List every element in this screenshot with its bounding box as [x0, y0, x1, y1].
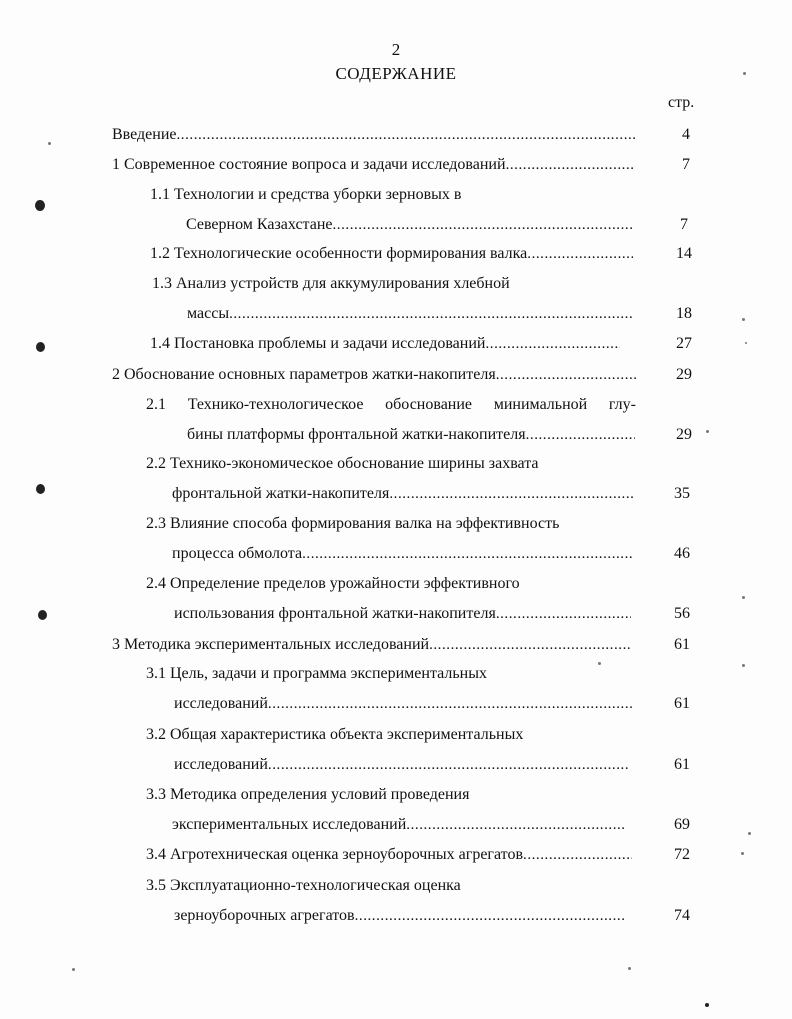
toc-entry-text: 3.4 Агротехническая оценка зерноуборочных агрегатов: [146, 846, 524, 863]
toc-page-number: 29: [676, 426, 692, 443]
toc-entry-3-4: [146, 844, 632, 866]
scan-speck: [48, 142, 51, 145]
binder-hole-mark: [35, 200, 45, 211]
toc-entry-text: 1.2 Технологические особенности формирования валка: [150, 245, 528, 262]
toc-page-number: 61: [674, 636, 690, 653]
toc-page-number: 7: [680, 216, 688, 233]
dot-leader: [229, 303, 633, 325]
dot-leader: [268, 693, 634, 715]
dot-leader: [177, 124, 636, 146]
dot-leader: [355, 905, 626, 927]
toc-entry-text: 2 Обоснование основных параметров жатки-накопителя: [112, 366, 496, 383]
toc-entry-text: процесса обмолота: [172, 545, 303, 562]
toc-entry-text: 3.1 Цель, задачи и программа экспериментальных: [146, 665, 487, 682]
binder-hole-mark: [38, 610, 47, 620]
toc-entry-2-2: [172, 483, 634, 505]
toc-entry-1-2: [150, 243, 633, 265]
toc-entry-text: 3.5 Эксплуатационно-технологическая оценка: [146, 877, 461, 894]
dot-leader: [496, 603, 631, 625]
toc-entry-text: Введение: [112, 126, 177, 143]
dot-leader: [496, 364, 636, 386]
toc-entry-text: 3 Методика экспериментальных исследований: [112, 636, 430, 653]
toc-entry-text: 2.2 Технико-экономическое обоснование ширины захвата: [146, 455, 539, 472]
toc-entry-text: фронтальной жатки-накопителя: [172, 485, 390, 502]
toc-entry-3-3: [172, 814, 626, 836]
toc-entry-text: 1.1 Технологии и средства уборки зерновых в: [150, 186, 462, 203]
toc-entry-text: использования фронтальной жатки-накопителя: [174, 605, 496, 622]
toc-page-number: 61: [674, 695, 690, 712]
toc-page-number: 35: [674, 485, 690, 502]
toc-entry-3-2: [174, 754, 630, 776]
dot-leader: [389, 483, 634, 505]
dot-leader: [527, 243, 633, 265]
toc-page-number: 18: [676, 305, 692, 322]
binder-hole-mark: [36, 484, 45, 494]
toc-page-number: 72: [674, 846, 690, 863]
scan-speck: [72, 968, 75, 971]
dot-leader: [302, 543, 632, 565]
toc-entry-text: бины платформы фронтальной жатки-накопителя: [187, 426, 526, 443]
toc-entry-text: исследований: [174, 756, 268, 773]
scan-speck: [741, 852, 744, 855]
dot-leader: [526, 424, 635, 446]
page-number: 2: [391, 40, 401, 59]
toc-entry-3-1: [174, 693, 634, 715]
dot-leader: [333, 214, 634, 236]
toc-entry-text: 2.1 Технико-технологическое обоснование минимальной глу-: [146, 396, 636, 413]
toc-page-number: 61: [674, 756, 690, 773]
toc-entry-text: 1.4 Постановка проблемы и задачи исследований: [150, 335, 486, 352]
page-title: СОДЕРЖАНИЕ: [335, 64, 457, 83]
scan-speck: [598, 662, 601, 665]
toc-entry-3-5: [174, 905, 626, 927]
toc-entry-text: 1.3 Анализ устройств для аккумулирования хлебной: [152, 275, 510, 292]
toc-entry-text: 2.4 Определение пределов урожайности эффективного: [146, 575, 520, 592]
toc-entry-1-1: [186, 214, 633, 236]
scan-speck: [706, 430, 709, 433]
toc-page-number: 27: [676, 335, 692, 352]
scan-speck: [742, 596, 745, 599]
toc-entry-text: зерноуборочных агрегатов: [174, 907, 355, 924]
toc-page-number: 14: [676, 245, 692, 262]
toc-entry-chapter-3: [112, 634, 632, 656]
toc-page-number: 56: [674, 605, 690, 622]
toc-page-number: 29: [676, 366, 692, 383]
page-column-header: стр.: [668, 94, 695, 111]
scan-speck: [743, 72, 746, 75]
toc-page-number: 69: [674, 816, 690, 833]
scan-speck: [742, 318, 745, 321]
toc-entry-text: 3.3 Методика определения условий проведения: [146, 786, 470, 803]
toc-page-number: 46: [674, 545, 690, 562]
scan-speck: [745, 342, 747, 344]
dot-leader: [406, 814, 626, 836]
dot-leader: [523, 844, 632, 866]
scan-speck: [742, 664, 745, 667]
toc-entry-chapter-1: [112, 154, 635, 176]
toc-entry-text: исследований: [174, 695, 268, 712]
toc-entry-text: 2.3 Влияние способа формирования валка на эффективность: [146, 515, 560, 532]
toc-entry-chapter-2: [112, 364, 636, 386]
dot-leader: [268, 754, 630, 776]
binder-hole-mark: [36, 342, 45, 352]
toc-page-number: 7: [682, 156, 690, 173]
toc-page-number: 4: [682, 126, 690, 143]
dot-leader: [485, 333, 620, 355]
toc-entry-2-4: [174, 603, 631, 625]
toc-page-number: 74: [674, 907, 690, 924]
toc-entry-2-1: [187, 424, 635, 446]
toc-entry-text: массы: [187, 305, 230, 322]
toc-entry-2-3: [172, 543, 632, 565]
toc-entry-intro: [112, 124, 635, 146]
toc-entry-text: 3.2 Общая характеристика объекта экспериментальных: [146, 726, 524, 743]
dot-leader: [429, 634, 632, 656]
toc-entry-1-4: [150, 333, 620, 355]
scan-speck: [705, 1003, 709, 1007]
toc-entry-1-3: [187, 303, 633, 325]
scan-speck: [628, 967, 631, 970]
dot-leader: [506, 154, 635, 176]
toc-entry-text: экспериментальных исследований: [172, 816, 407, 833]
toc-entry-text: 1 Современное состояние вопроса и задачи исследований: [112, 156, 506, 173]
toc-entry-text: Северном Казахстане: [186, 216, 333, 233]
scan-speck: [748, 832, 751, 835]
